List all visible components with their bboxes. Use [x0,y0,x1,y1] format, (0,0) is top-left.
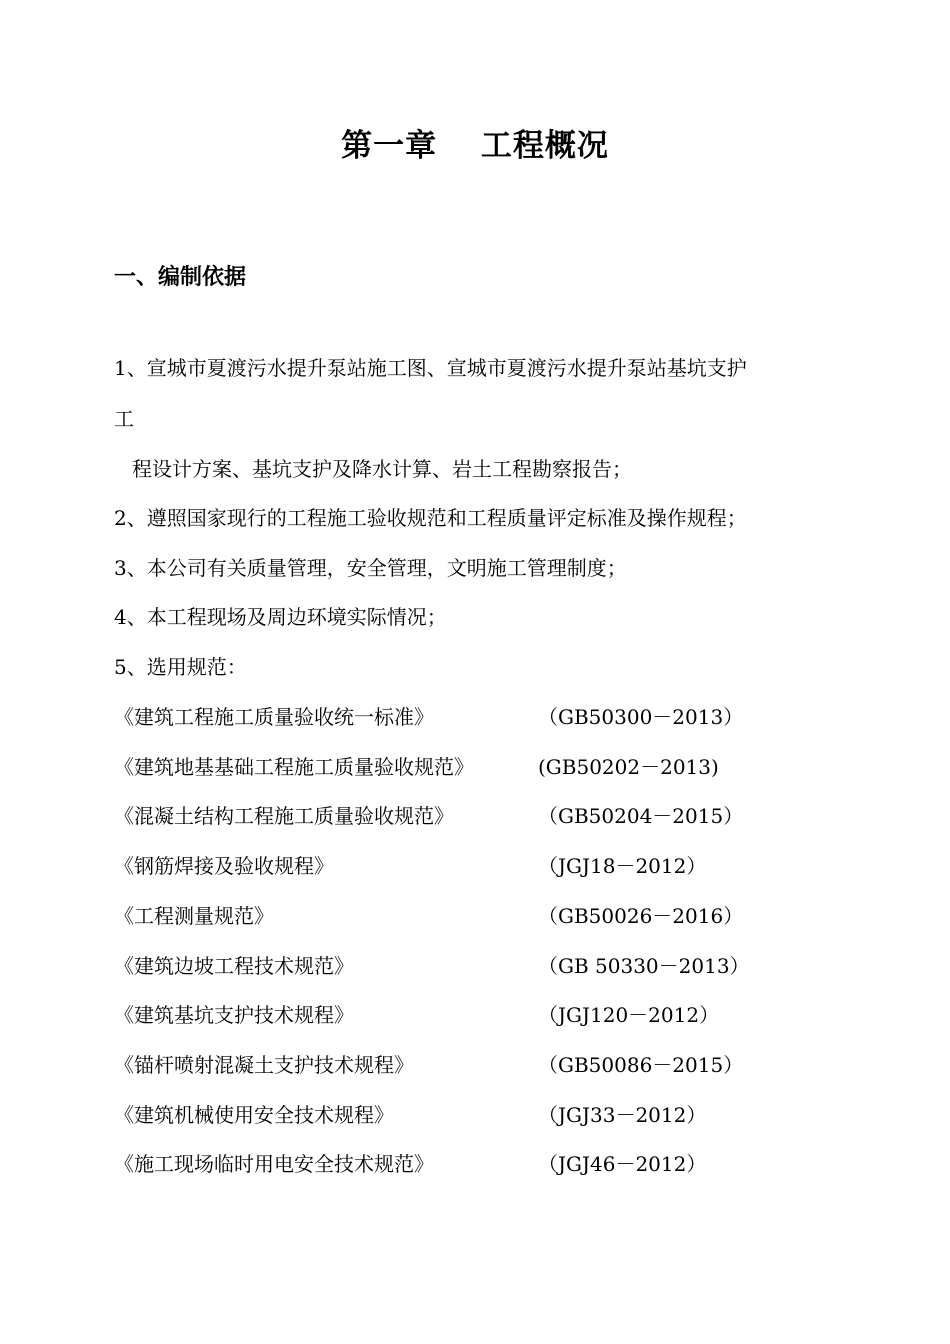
standard-name: 《建筑地基基础工程施工质量验收规范》 [114,755,474,779]
standard-code: （JGJ18－2012） [538,854,707,878]
standard-code: （GB 50330－2013） [538,954,750,978]
basis-item-3: 3、本公司有关质量管理，安全管理，文明施工管理制度； [114,556,627,580]
standard-row [114,1098,854,1132]
basis-item-1-wrap: 工 [114,407,134,431]
standard-code: （JGJ46－2012） [538,1152,707,1176]
standard-row [114,949,854,983]
section-heading: 一、编制依据 [114,265,247,290]
basis-item-5: 5、选用规范： [114,655,247,679]
standard-row [114,1048,854,1082]
standard-code: （GB50204－2015） [538,804,744,828]
standard-name: 《建筑机械使用安全技术规程》 [114,1103,394,1127]
standard-row [114,1147,854,1181]
standard-row [114,700,854,734]
standard-row [114,849,854,883]
standard-name: 《施工现场临时用电安全技术规范》 [114,1152,434,1176]
chapter-title: 第一章 工程概况 [341,128,609,164]
basis-item-2: 2、遵照国家现行的工程施工验收规范和工程质量评定标准及操作规程； [114,506,747,530]
standard-code: （JGJ33－2012） [538,1103,707,1127]
basis-item-1-continued: 程设计方案、基坑支护及降水计算、岩土工程勘察报告； [132,457,632,481]
standard-code: (GB50202－2013) [538,755,719,779]
standard-code: （GB50026－2016） [538,904,744,928]
standard-code: （GB50300－2013） [538,705,744,729]
standard-name: 《混凝土结构工程施工质量验收规范》 [114,804,454,828]
standard-name: 《建筑边坡工程技术规范》 [114,954,354,978]
standard-row [114,799,854,833]
standard-name: 《建筑工程施工质量验收统一标准》 [114,705,434,729]
standard-code: （GB50086－2015） [538,1053,744,1077]
standard-name: 《锚杆喷射混凝土支护技术规程》 [114,1053,414,1077]
basis-item-4: 4、本工程现场及周边环境实际情况； [114,605,447,629]
standard-name: 《工程测量规范》 [114,904,274,928]
standard-code: （JGJ120－2012） [538,1003,720,1027]
standard-row [114,899,854,933]
standard-row [114,750,854,784]
standard-name: 《建筑基坑支护技术规程》 [114,1003,354,1027]
standard-row [114,998,854,1032]
basis-item-1: 1、宣城市夏渡污水提升泵站施工图、宣城市夏渡污水提升泵站基坑支护 [114,356,747,380]
standard-name: 《钢筋焊接及验收规程》 [114,854,334,878]
